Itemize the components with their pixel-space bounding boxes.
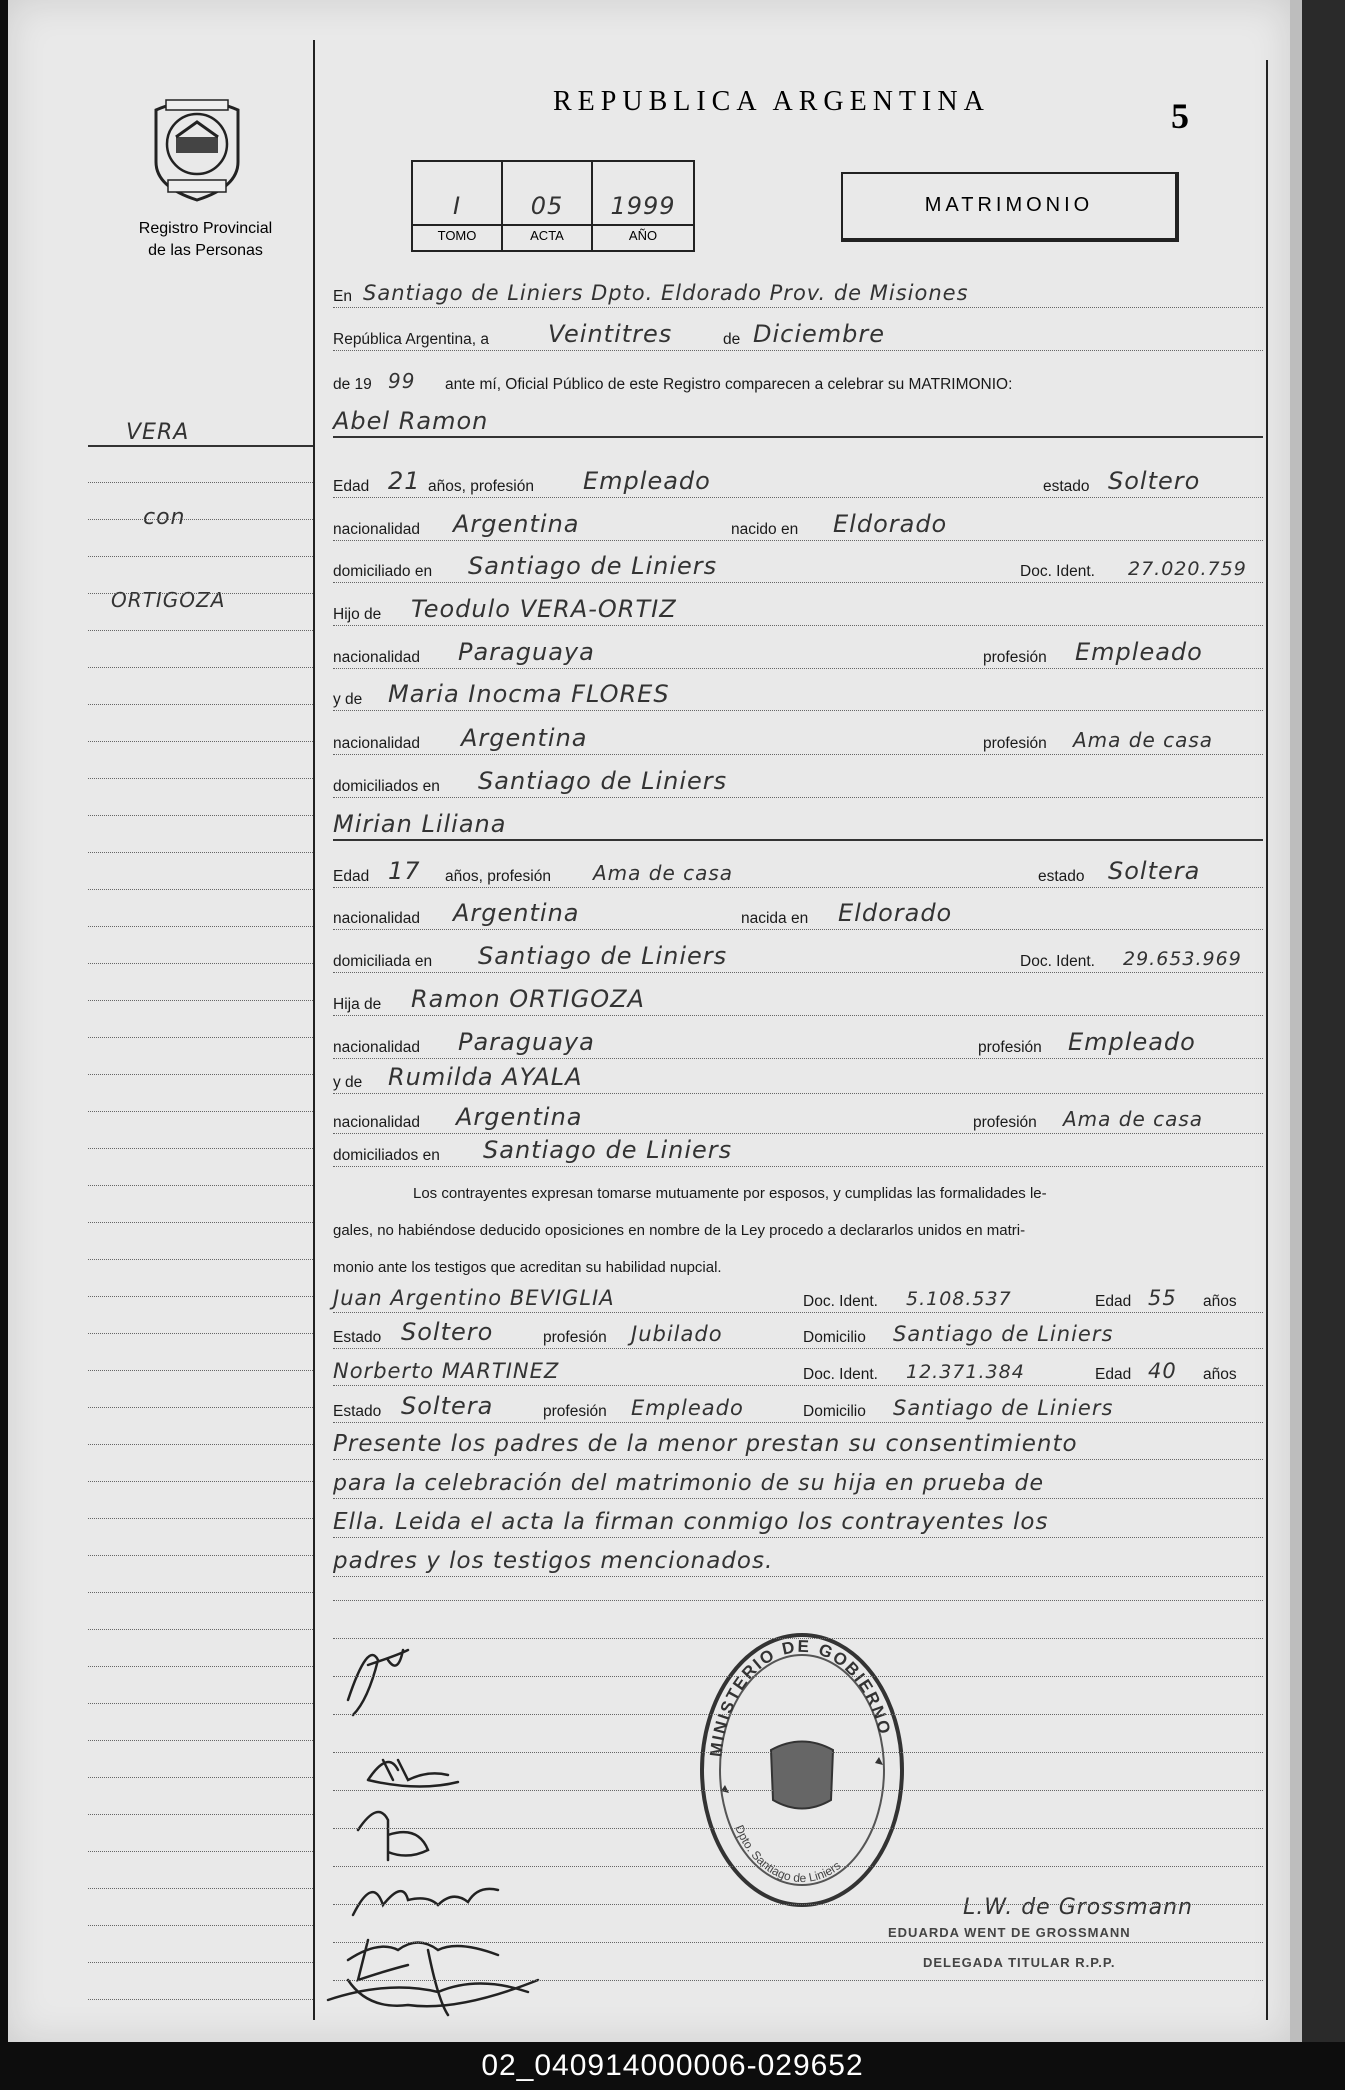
margin-ruled-line [88, 1629, 313, 1630]
signature-ruled-line [333, 1600, 1263, 1601]
groom-parents-dom-row [333, 767, 1263, 800]
bride-father: Ramon ORTIGOZA [411, 985, 645, 1013]
groom-father-nationality: Paraguaya [458, 638, 595, 666]
anos-label: años [1203, 1293, 1237, 1310]
bride-estado: Soltera [1108, 857, 1201, 885]
groom-mother-nationality: Argentina [461, 724, 588, 752]
signatures-icon [308, 1620, 588, 2020]
groom-age-row [333, 467, 1263, 500]
nacionalidad-label: nacionalidad [333, 735, 421, 752]
nacionalidad-label: nacionalidad [333, 521, 421, 538]
edad-label: Edad [1095, 1293, 1132, 1310]
page-right-rule [1266, 60, 1268, 2020]
groom-name: Abel Ramon [333, 407, 489, 435]
margin-con: con [143, 505, 186, 530]
signature-ruled-line [333, 1828, 1263, 1829]
profesion-label: profesión [543, 1329, 607, 1346]
anos-profesion-label: años, profesión [428, 478, 534, 495]
hijo-label: Hijo de [333, 606, 382, 623]
bride-age-row [333, 857, 1263, 890]
margin-ruled-line [88, 1074, 313, 1075]
profesion-label: profesión [983, 735, 1047, 752]
doc-label: Doc. Ident. [1020, 563, 1095, 580]
officer-name: EDUARDA WENT DE GROSSMANN [888, 1925, 1131, 1940]
profesion-label: profesión [973, 1114, 1037, 1131]
margin-ruled-line [88, 852, 313, 853]
margin-ruled-line [88, 1481, 313, 1482]
intro-text: ante mí, Oficial Público de este Registro comparecen a celebrar su MATRIMONIO: [445, 376, 1013, 393]
groom-mother-profession: Ama de casa [1073, 728, 1214, 752]
margin-ruled-line [88, 1962, 313, 1963]
bride-mother-nationality: Argentina [456, 1103, 583, 1131]
margin-ruled-line [88, 1185, 313, 1186]
year-row [333, 370, 1263, 398]
witness2-estado-row [333, 1392, 1263, 1425]
note-line-4 [333, 1548, 1263, 1579]
witness2-profession: Empleado [631, 1396, 744, 1420]
ano-value: 1999 [610, 192, 676, 220]
acta-value: 05 [530, 192, 564, 220]
ano-label: AÑO [628, 228, 658, 243]
domiciliada-label: domiciliada en [333, 953, 433, 970]
note-line-2 [333, 1473, 1263, 1501]
margin-ruled-line [88, 667, 313, 668]
groom-mother-row [333, 680, 1263, 713]
witness1-doc: 5.108.537 [906, 1288, 1012, 1310]
margin-ruled-line [88, 926, 313, 927]
witness1-estado-row [333, 1318, 1263, 1351]
estado-label: Estado [333, 1403, 382, 1420]
profesion-label: profesión [543, 1403, 607, 1420]
margin-ruled-line [88, 889, 313, 890]
signature-ruled-line [333, 1790, 1263, 1791]
officer-title: DELEGADA TITULAR R.P.P. [923, 1955, 1116, 1970]
year-label: de 19 [333, 376, 372, 393]
margin-ruled-line [88, 445, 313, 447]
domicilio-label: Domicilio [803, 1403, 866, 1420]
act-type: MATRIMONIO [924, 194, 1094, 216]
signature-ruled-line [333, 1638, 1263, 1639]
witness2-age: 40 [1148, 1359, 1177, 1383]
edad-label: Edad [333, 478, 370, 495]
groom-nat-row [333, 510, 1263, 543]
stamp-text-bottom: Dpto. Santiago de Liniers [732, 1822, 844, 1886]
margin-surname-1: VERA [126, 420, 190, 445]
registry-label: Registro Provincial [138, 220, 273, 237]
month-value: Diciembre [753, 320, 886, 348]
bride-name-row [333, 810, 1263, 843]
provincial-seal-icon [146, 92, 248, 202]
anos-profesion-label: años, profesión [445, 868, 551, 885]
margin-ruled-line [88, 1592, 313, 1593]
doc-label: Doc. Ident. [803, 1293, 878, 1310]
tomo-label: TOMO [437, 228, 477, 243]
note-text-1: Presente los padres de la menor prestan su consentimiento [333, 1431, 1078, 1457]
groom-mother-nat-row [333, 724, 1263, 757]
estado-label: Estado [333, 1329, 382, 1346]
y-de-label: y de [333, 1074, 363, 1091]
bride-father-nationality: Paraguaya [458, 1028, 595, 1056]
document-page [8, 0, 1290, 2042]
bride-parents-domicile: Santiago de Liniers [483, 1136, 733, 1164]
nacido-label: nacido en [731, 521, 799, 538]
margin-ruled-line [88, 1666, 313, 1667]
margin-ruled-line [88, 482, 313, 483]
margin-ruled-line [88, 1000, 313, 1001]
margin-ruled-line [88, 1888, 313, 1889]
statement-line-2: gales, no habiéndose deducido oposiciones en nombre de la Ley procedo a declararlos unidos en matri- [333, 1222, 1026, 1239]
signature-ruled-line [333, 1676, 1263, 1677]
groom-name-row [333, 407, 1263, 440]
margin-ruled-line [88, 1333, 313, 1334]
tomo-value: I [452, 192, 462, 220]
note-text-4: padres y los testigos mencionados. [333, 1548, 774, 1574]
margin-ruled-line [88, 1037, 313, 1038]
signature-ruled-line [333, 1714, 1263, 1715]
witness2-doc: 12.371.384 [906, 1361, 1025, 1383]
note-line-3 [333, 1509, 1263, 1540]
margin-ruled-line [88, 1999, 313, 2000]
edad-label: Edad [333, 868, 370, 885]
bride-mother: Rumilda AYALA [388, 1063, 583, 1091]
groom-age: 21 [388, 467, 421, 495]
country-title: REPUBLICA ARGENTINA [553, 86, 990, 117]
signature-ruled-line [333, 1904, 1263, 1905]
bride-father-nat-row [333, 1028, 1263, 1061]
note-text-3: Ella. Leida el acta la firman conmigo los contrayentes los [333, 1509, 1049, 1535]
bride-name: Mirian Liliana [333, 810, 507, 838]
doc-label: Doc. Ident. [803, 1366, 878, 1383]
margin-ruled-line [88, 1703, 313, 1704]
margin-ruled-line [88, 1814, 313, 1815]
margin-surname-2: ORTIGOZA [111, 588, 226, 612]
margin-ruled-line [88, 778, 313, 779]
margin-ruled-line [88, 593, 313, 594]
margin-ruled-line [88, 704, 313, 705]
statement-line-3: monio ante los testigos que acreditan su habilidad nupcial. [333, 1259, 722, 1276]
de-label: de [723, 331, 741, 348]
bride-domicile: Santiago de Liniers [478, 942, 728, 970]
margin-ruled-line [88, 1777, 313, 1778]
groom-father-row [333, 595, 1263, 628]
statement-line-1: Los contrayentes expresan tomarse mutuamente por esposos, y cumplidas las formalidades le- [413, 1185, 1047, 1202]
margin-ruled-line [88, 1148, 313, 1149]
witness1-name: Juan Argentino BEVIGLIA [333, 1286, 615, 1310]
witness1-age: 55 [1148, 1286, 1177, 1310]
place-row [333, 282, 1263, 310]
republica-label: República Argentina, a [333, 331, 489, 348]
margin-ruled-line [88, 1296, 313, 1297]
act-type-box [841, 172, 1179, 242]
margin-ruled-line [88, 556, 313, 557]
document-id: 02_040914000006-029652 [481, 2049, 864, 2082]
margin-ruled-line [88, 1259, 313, 1260]
margin-ruled-line [88, 1370, 313, 1371]
groom-birthplace: Eldorado [833, 510, 948, 538]
margin-ruled-line [88, 1925, 313, 1926]
en-label: En [333, 288, 352, 305]
bride-mother-profession: Ama de casa [1063, 1107, 1204, 1131]
place-value: Santiago de Liniers Dpto. Eldorado Prov. de Misiones [363, 281, 969, 305]
officer-signature: L.W. de Grossmann [963, 1895, 1193, 1920]
groom-doc: 27.020.759 [1128, 558, 1247, 580]
domiciliados-label: domiciliados en [333, 1147, 440, 1164]
bride-birthplace: Eldorado [838, 899, 953, 927]
witness1-estado: Soltero [401, 1318, 494, 1346]
groom-father: Teodulo VERA-ORTIZ [411, 595, 677, 623]
nacionalidad-label: nacionalidad [333, 1114, 421, 1131]
bride-nationality: Argentina [453, 899, 580, 927]
bride-doc: 29.653.969 [1123, 948, 1242, 970]
bride-dom-row [333, 942, 1263, 975]
margin-ruled-line [88, 1740, 313, 1741]
record-box [411, 160, 695, 252]
margin-ruled-line [88, 630, 313, 631]
witness1-profession: Jubilado [631, 1322, 723, 1346]
signature-ruled-line [333, 1866, 1263, 1867]
bride-parents-dom-row [333, 1136, 1263, 1169]
profesion-label: profesión [978, 1039, 1042, 1056]
groom-domicile: Santiago de Liniers [468, 552, 718, 580]
ministry-stamp-icon [691, 1625, 913, 1915]
groom-father-nat-row [333, 638, 1263, 671]
margin-ruled-line [88, 1222, 313, 1223]
witness1-row [333, 1287, 1263, 1315]
svg-text:Dpto. Santiago de Liniers [732, 1823, 843, 1885]
hija-label: Hija de [333, 996, 382, 1013]
witness1-domicile: Santiago de Liniers [893, 1322, 1114, 1346]
signature-ruled-line [333, 1752, 1263, 1753]
doc-label: Doc. Ident. [1020, 953, 1095, 970]
profesion-label: profesión [983, 649, 1047, 666]
domiciliados-label: domiciliados en [333, 778, 440, 795]
bride-age: 17 [388, 857, 421, 885]
margin-ruled-line [88, 1555, 313, 1556]
margin-ruled-line [88, 815, 313, 816]
nacionalidad-label: nacionalidad [333, 649, 421, 666]
signature-ruled-line [333, 1980, 1263, 1981]
nacionalidad-label: nacionalidad [333, 910, 421, 927]
bride-father-profession: Empleado [1068, 1028, 1196, 1056]
date-row [333, 320, 1263, 353]
note-text-2: para la celebración del matrimonio de su hija en prueba de [333, 1471, 1045, 1496]
stamp-text-top: MINISTERIO DE GOBIERNO [706, 1636, 895, 1758]
margin-ruled-line [88, 963, 313, 964]
registry-label-2: de las Personas [148, 242, 263, 259]
witness2-estado: Soltera [401, 1392, 494, 1420]
margin-ruled-line [88, 1111, 313, 1112]
y-de-label: y de [333, 691, 363, 708]
margin-ruled-line [88, 1407, 313, 1408]
year-value: 99 [388, 369, 416, 393]
margin-ruled-line [88, 1518, 313, 1519]
bride-mother-row [333, 1063, 1263, 1096]
bride-profession: Ama de casa [593, 861, 734, 885]
groom-profession: Empleado [583, 467, 711, 495]
edad-label: Edad [1095, 1366, 1132, 1383]
groom-father-profession: Empleado [1075, 638, 1203, 666]
page-number: 5 [1171, 96, 1189, 136]
svg-text:MINISTERIO DE GOBIERNO [706, 1637, 894, 1758]
groom-mother: Maria Inocma FLORES [388, 680, 670, 708]
witness2-domicile: Santiago de Liniers [893, 1396, 1114, 1420]
anos-label: años [1203, 1366, 1237, 1383]
groom-estado: Soltero [1108, 467, 1201, 495]
groom-dom-row [333, 552, 1263, 585]
binding-edge [1290, 0, 1345, 2042]
acta-label: ACTA [530, 228, 564, 243]
signature-ruled-line [333, 1942, 1263, 1943]
margin-ruled-line [88, 741, 313, 742]
domiciliado-label: domiciliado en [333, 563, 433, 580]
groom-parents-domicile: Santiago de Liniers [478, 767, 728, 795]
margin-ruled-line [88, 519, 313, 520]
estado-label: estado [1043, 478, 1090, 495]
note-line-1 [333, 1431, 1263, 1462]
nacionalidad-label: nacionalidad [333, 1039, 421, 1056]
bride-father-row [333, 985, 1263, 1018]
margin-ruled-line [88, 1851, 313, 1852]
domicilio-label: Domicilio [803, 1329, 866, 1346]
nacida-label: nacida en [741, 910, 809, 927]
witness2-row [333, 1360, 1263, 1388]
day-value: Veintitres [548, 320, 673, 348]
estado-label: estado [1038, 868, 1085, 885]
margin-ruled-line [88, 1444, 313, 1445]
bride-nat-row [333, 899, 1263, 932]
bride-mother-nat-row [333, 1103, 1263, 1136]
witness2-name: Norberto MARTINEZ [333, 1359, 560, 1383]
groom-nationality: Argentina [453, 510, 580, 538]
